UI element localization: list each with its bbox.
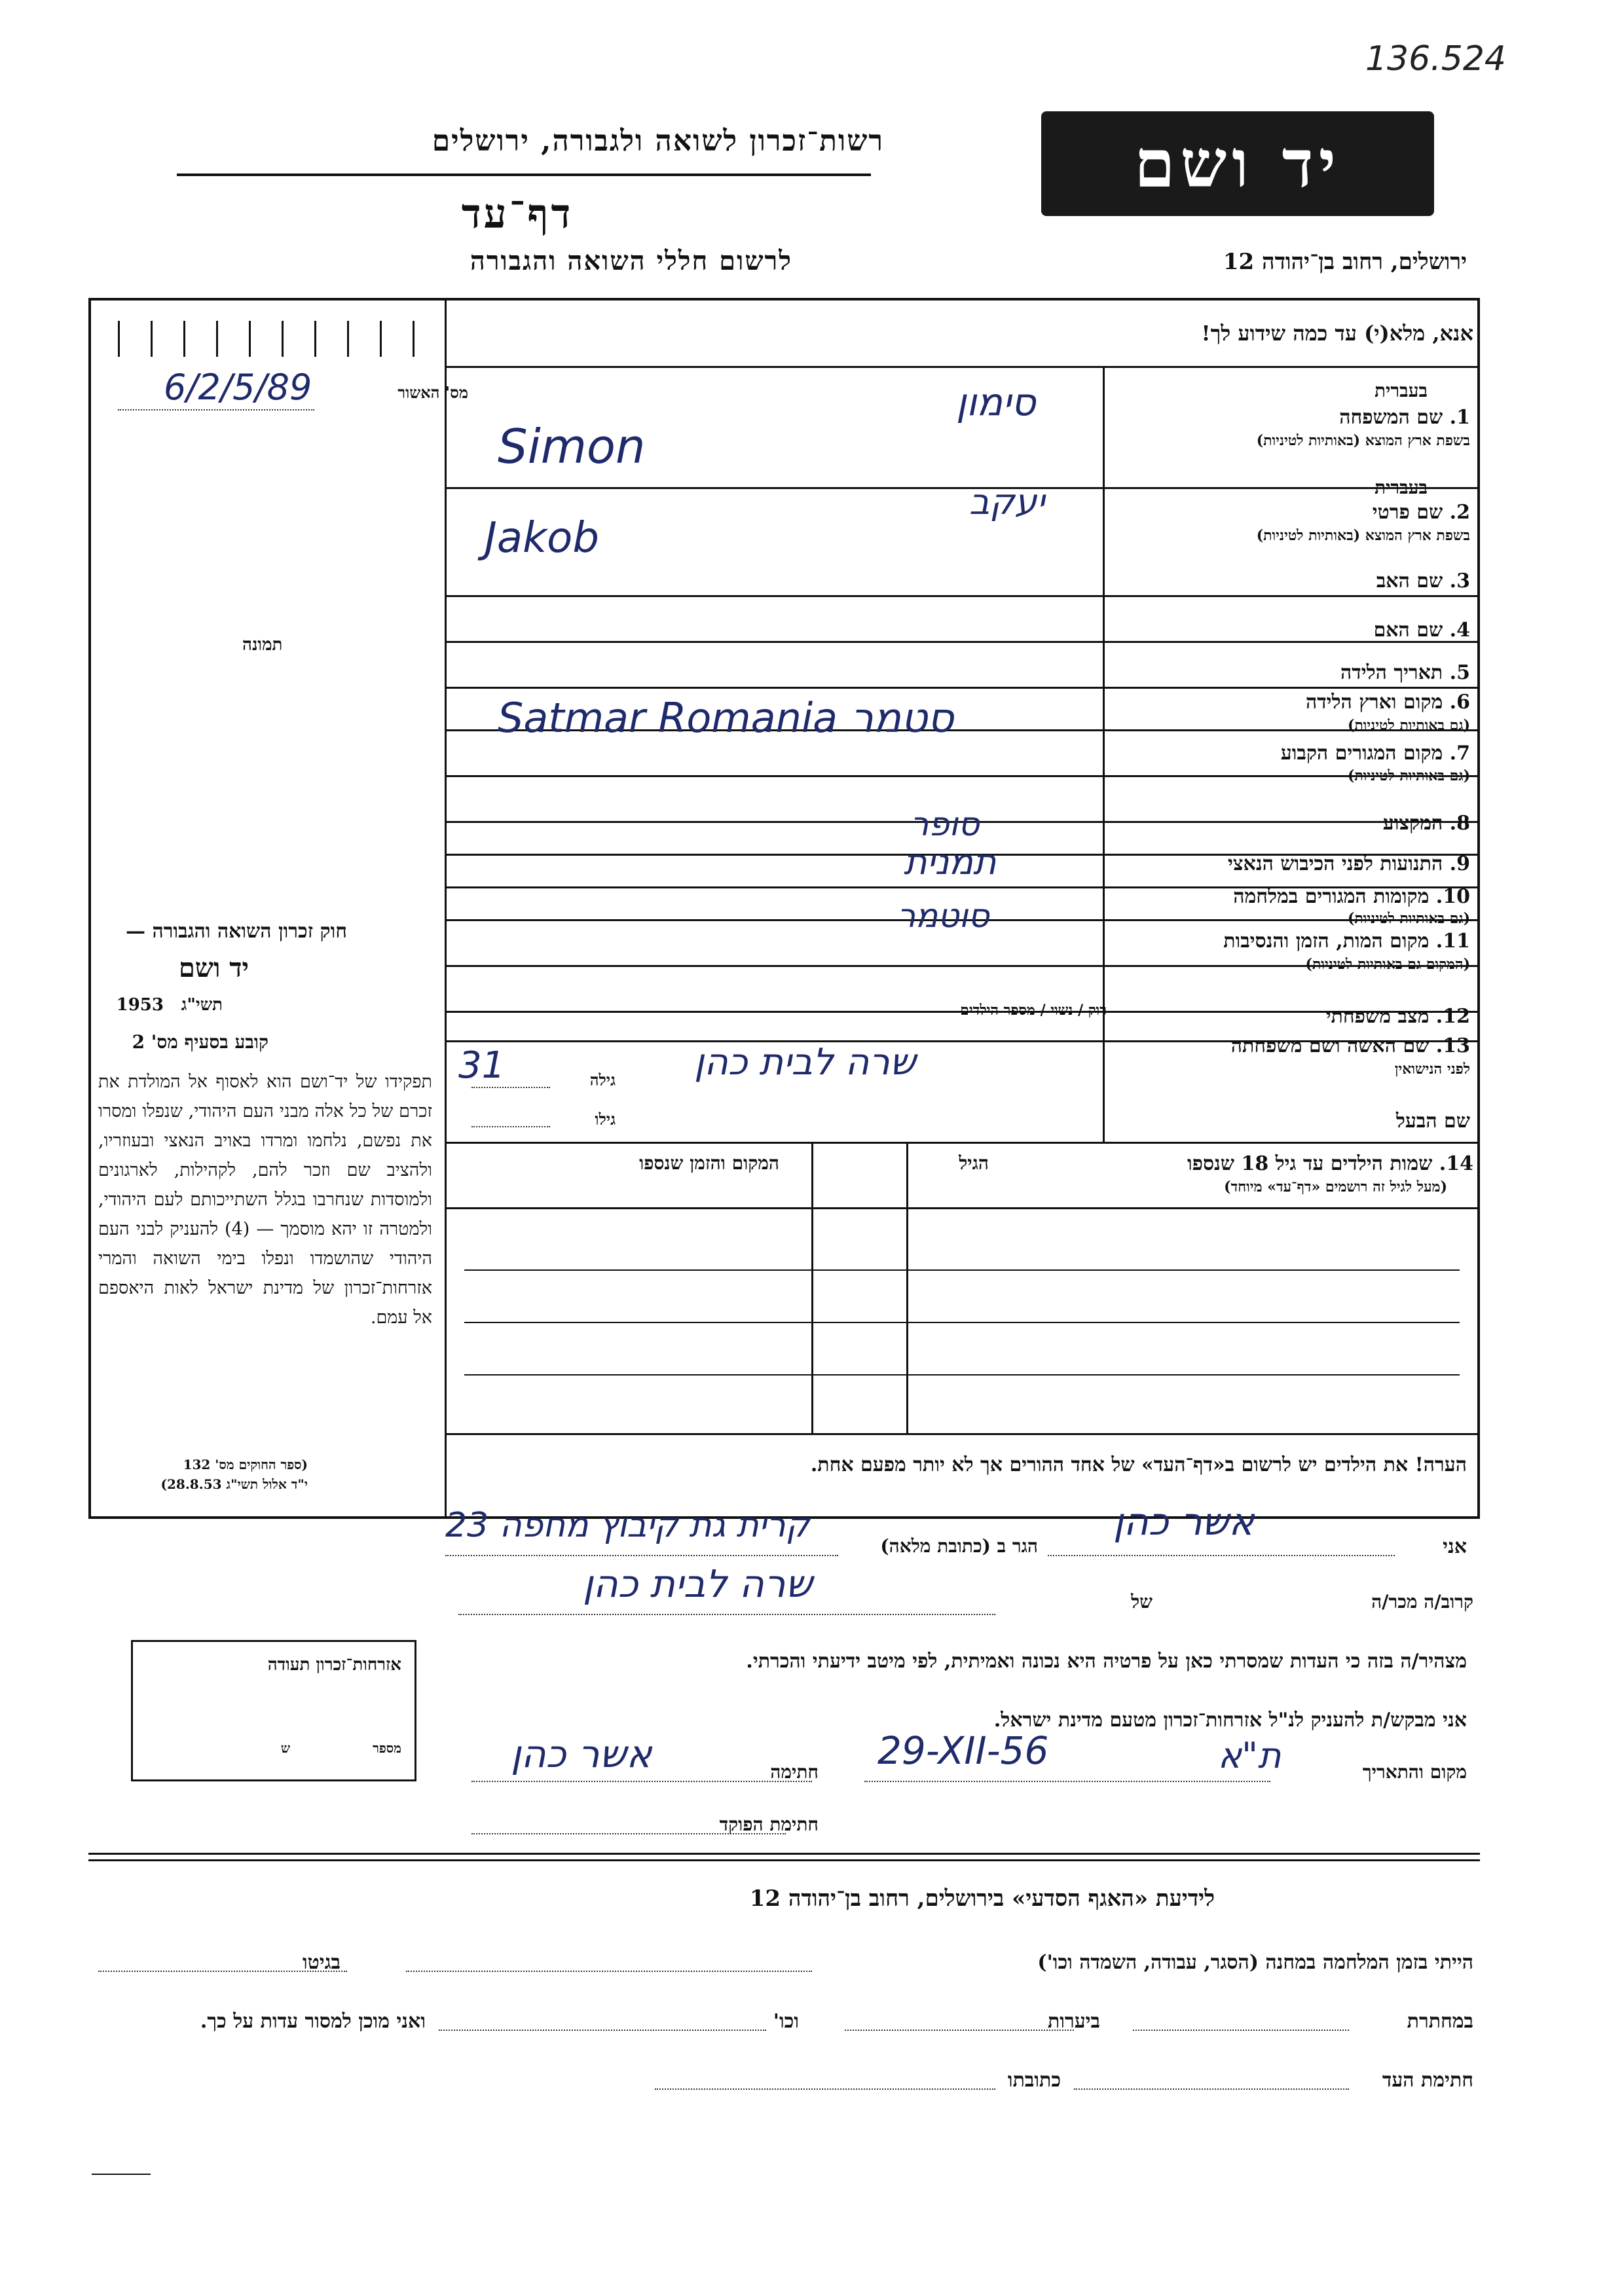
field-12-label: 12. מצב משפחתי <box>1325 1005 1470 1028</box>
wife-name-value: שרה לבית כהן <box>694 1041 916 1084</box>
page-mark <box>92 2174 151 2175</box>
resides-label: הגר ב (כתובת מלאה) <box>880 1535 1038 1557</box>
approval-label: מס' האשור <box>397 383 468 402</box>
field-14-sub: (מעל לגיל זה רושמים «דף־עד» מיוחד) <box>1224 1178 1447 1195</box>
profession-value: סופר <box>910 805 980 843</box>
form-frame <box>88 298 1480 1519</box>
in-hebrew-label: בעברית <box>1374 477 1428 498</box>
header-rule <box>177 173 871 176</box>
given-name-hebrew: יעקב <box>969 481 1045 522</box>
form-title: דף־עד <box>461 190 574 238</box>
law-title: חוק זכרון השואה והגבורה — <box>126 920 347 943</box>
husband-label: שם הבעל <box>1395 1110 1470 1133</box>
field-10-sub: (גם באותיות לטיניות) <box>1347 910 1470 927</box>
camp-line <box>406 1971 812 1972</box>
row-line <box>445 775 1479 777</box>
form-subtitle: לרשום חללי השואה והגבורה <box>470 246 792 276</box>
footer-divider <box>88 1853 1480 1855</box>
note-text: הערה! את הילדים יש לרשום ב«דף־העד» של אחד ההורים אך לא יותר מפעם אחת. <box>810 1453 1467 1476</box>
table-col-line <box>811 1142 813 1433</box>
organization-name: רשות־זכרון לשואה ולגבורה, ירושלים <box>432 124 884 158</box>
official-label: חתימת הפוקד <box>719 1813 819 1835</box>
signature-label: חתימה <box>770 1761 819 1783</box>
certificate-box <box>131 1640 416 1781</box>
wife-age-value: 31 <box>458 1044 506 1087</box>
table-col-line <box>906 1142 908 1433</box>
declaration-statement: מצהיר/ה בזה כי העדות שמסרתי כאן על פרטיה היא נכונה ואמיתית, לפי מיטב ידיעתי והכרתי. <box>746 1650 1467 1673</box>
approval-number: 6/2/5/89 <box>164 367 312 408</box>
footer-camp-line: הייתי בזמן המלחמה במחנה (הסגר, עבודה, השמדה וכו') <box>1037 1951 1473 1974</box>
field-8-label: 8. המקצוע <box>1382 812 1470 835</box>
husband-age-line <box>471 1126 550 1127</box>
table-row-line <box>464 1374 1460 1376</box>
approval-line <box>118 409 314 410</box>
ghetto-line <box>98 1971 347 1972</box>
wife-age-line <box>471 1087 550 1088</box>
of-label: של <box>1131 1591 1153 1613</box>
relative-name: שרה לבית כהן <box>583 1561 813 1606</box>
birthplace-value: Satmar Romania סטמר <box>498 694 954 742</box>
photo-label: תמונה <box>242 635 283 655</box>
given-name-latin: Jakob <box>485 514 599 562</box>
footer-witness-line: ואני מוכן למסור עדות על כך. <box>200 2010 426 2033</box>
reference-number: 136.524 <box>1365 39 1506 79</box>
relative-line <box>458 1614 995 1615</box>
declarant-address: קרית גת קיבוץ מחפה 23 <box>445 1506 810 1545</box>
field-2-sub: בשפת ארץ המוצא (באותיות לטיניות) <box>1256 527 1470 544</box>
header-address: ירושלים, רחוב בן־יהודה 12 <box>1223 249 1467 275</box>
intro-rule <box>445 366 1479 368</box>
table-header-line <box>445 1207 1479 1209</box>
children-place-column: המקום והזמן שנספו <box>639 1152 779 1174</box>
declaration-name-line <box>1048 1555 1395 1556</box>
field-11-sub: (המקום גם באותיות לטיניות) <box>1305 956 1470 973</box>
signature-line <box>471 1781 812 1782</box>
children-age-column: הגיל <box>959 1152 989 1174</box>
declarant-signature: אשר כהן <box>511 1732 652 1776</box>
footer-witness-signature: חתימת העד <box>1382 2069 1473 2092</box>
movements-value: תמנית <box>904 841 997 883</box>
field-7-label: 7. מקום המגורים הקבוע <box>1280 742 1470 765</box>
footer-forests: ביערות <box>1047 2010 1100 2033</box>
place-date-line <box>864 1781 1270 1782</box>
logo-text: יד ושם <box>1134 125 1341 202</box>
surname-latin: Simon <box>498 419 646 474</box>
field-10-label: 10. מקומות המגורים במלחמה <box>1233 885 1470 908</box>
field-6-label: 6. מקום וארץ הלידה <box>1305 691 1470 714</box>
forests-line <box>845 2030 1074 2031</box>
footer-divider-double <box>88 1859 1480 1861</box>
law-year-hebrew: תשי"ג <box>181 995 223 1015</box>
law-source-1: (ספר החוקים מס' 132 <box>183 1457 308 1472</box>
law-body: תפקידו של יד־ושם הוא לאסוף אל המולדת את זכרם של כל אלה מבני העם היהודי, שנפלו ומסרו את נפשם, נלחמו ומרדו באויב הנאצי ובעוזריו, ולהציב שם וזכר להם, לקהילות, לארגונים ולמוסדות שנחרבו בגלל השתייכותם לעם היהודי, ולמטרה זו יהא מוסמך — (4) להעניק לבני העם היהודי שהושמדו ונפלו בימי השואה והמרי אזרחות־זכרון של מדינת ישראל לאות היאספם אל עמם. <box>98 1072 432 1328</box>
law-year: 1953 <box>116 995 164 1015</box>
official-line <box>471 1833 786 1834</box>
law-name: יד ושם <box>178 953 249 983</box>
in-hebrew-label: בעברית <box>1374 380 1428 401</box>
field-9-label: 9. התנועות לפני הכיבוש הנאצי <box>1227 852 1470 875</box>
field-7-sub: (גם באותיות לטיניות) <box>1347 767 1470 784</box>
marital-options: רוק / נשוי / מספר הילדים <box>960 1002 1107 1019</box>
note-line <box>445 1433 1479 1435</box>
wartime-residence-value: סוטמר <box>897 897 989 935</box>
footer-etc: וכו' <box>773 2010 799 2033</box>
field-5-label: 5. תאריך הלידה <box>1340 661 1470 684</box>
field-14-label: 14. שמות הילדים עד גיל 18 שנספו <box>1187 1152 1473 1175</box>
certificate-number-prefix: ש <box>280 1740 290 1756</box>
footer-ghetto: בגיטו <box>302 1951 341 1974</box>
etc-line <box>439 2030 766 2031</box>
field-3-label: 3. שם האב <box>1376 570 1470 592</box>
declaration-i-label: אני <box>1443 1535 1467 1558</box>
table-row-line <box>464 1322 1460 1323</box>
table-row-line <box>464 1269 1460 1271</box>
labels-divider <box>1103 366 1105 1142</box>
approval-ticks <box>105 321 445 357</box>
law-source-2: י"ד אלול תשי"ג 28.8.53) <box>160 1476 308 1492</box>
law-clause: קובע בסעיף מס' 2 <box>132 1031 268 1053</box>
field-11-label: 11. מקום המות, הזמן והנסיבות <box>1223 930 1470 953</box>
intro-text: אנא, מלא(י) עד כמה שידוע לך! <box>1201 321 1473 346</box>
field-13-label: 13. שם האשה ושם משפחתה <box>1230 1034 1470 1057</box>
row-line <box>445 641 1479 643</box>
row-line <box>445 687 1479 689</box>
wife-age-label: גילה <box>589 1070 616 1089</box>
row-line <box>445 595 1479 597</box>
husband-age-label: גילו <box>595 1110 616 1129</box>
certificate-number-label: מספר <box>373 1740 401 1756</box>
field-2-label: 2. שם פרטי <box>1372 501 1470 524</box>
field-1-sub: בשפת ארץ המוצא (באותיות לטיניות) <box>1256 432 1470 449</box>
address-line <box>445 1555 838 1556</box>
row-line <box>445 1142 1479 1144</box>
surname-hebrew: סימון <box>956 380 1036 424</box>
witness-signature-line <box>1074 2088 1349 2090</box>
underground-line <box>1133 2030 1349 2031</box>
footer-title: לידיעת «האגף הסדעי» בירושלים, רחוב בן־יהודה 12 <box>749 1886 1215 1912</box>
sidebar-divider <box>445 301 447 1518</box>
place-value: ת"א <box>1218 1735 1282 1776</box>
date-value: 29-XII-56 <box>877 1728 1049 1773</box>
row-line <box>445 487 1479 489</box>
declarant-name: אשר כהן <box>1113 1499 1255 1544</box>
place-date-label: מקום והתאריך <box>1362 1761 1467 1783</box>
declaration-request: אני מבקש/ת להעניק לנ"ל אזרחות־זכרון מטעם מדינת ישראל. <box>993 1709 1467 1732</box>
witness-address-line <box>655 2088 995 2090</box>
certificate-title: אזרחות־זכרון תעודה <box>267 1655 401 1675</box>
field-6-sub: (גם באותיות לטיניות) <box>1347 717 1470 734</box>
footer-underground: במחתרת <box>1407 2010 1473 2033</box>
relative-label: קרוב/ה מכר/ה <box>1371 1591 1473 1613</box>
footer-address: כתובתו <box>1007 2069 1061 2092</box>
field-4-label: 4. שם האם <box>1373 619 1470 642</box>
field-13-sub: לפני הנישואין <box>1394 1061 1470 1078</box>
yad-vashem-logo <box>1041 111 1434 216</box>
field-1-label: 1. שם המשפחה <box>1339 406 1470 429</box>
